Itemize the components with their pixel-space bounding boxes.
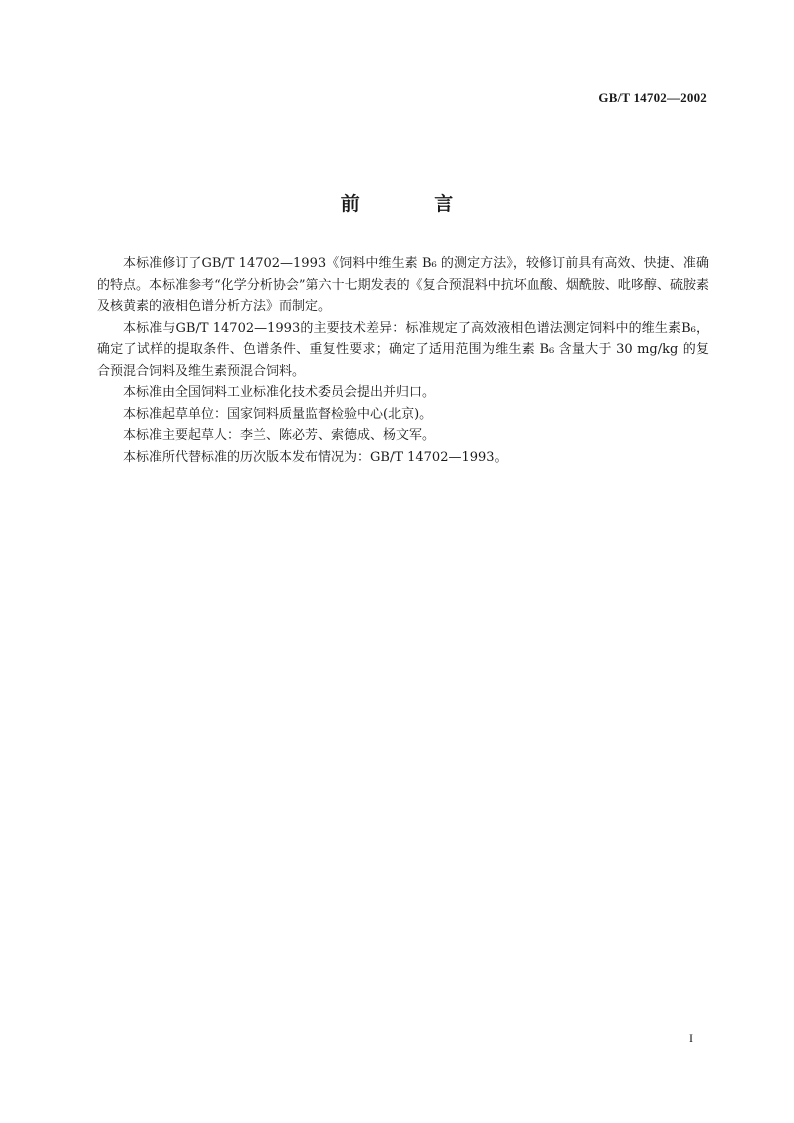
page-number: I bbox=[689, 1031, 693, 1045]
paragraph-drafting-unit: 本标准起草单位：国家饲料质量监督检验中心(北京)。 bbox=[123, 406, 433, 422]
standard-number: GB/T 14702—2002 bbox=[598, 90, 707, 105]
paragraph-differences: 本标准与GB/T 14702—1993的主要技术差异：标准规定了高效液相色谱法测定饲料中的维生素B₆，确定了试样的提取条件、色谱条件、重复性要求；确定了适用范围为维生素 B₆ 含量大于 30 mg/kg 的复合预混合饲料及维生素预混合饲料。 bbox=[97, 320, 709, 379]
paragraph-history: 本标准所代替标准的历次版本发布情况为：GB/T 14702—1993。 bbox=[123, 449, 508, 465]
paragraph-drafters: 本标准主要起草人：李兰、陈必芳、索德成、杨文军。 bbox=[123, 428, 436, 443]
page-title: 前 言 bbox=[340, 193, 488, 215]
paragraph-proposer: 本标准由全国饲料工业标准化技术委员会提出并归口。 bbox=[123, 385, 436, 400]
paragraph-revision: 本标准修订了GB/T 14702—1993《饲料中维生素 B₆ 的测定方法》，较修订前具有高效、快捷、准确的特点。本标准参考“化学分析协会”第六十七期发表的《复合预混料中抗坏血酸、烟酰胺、吡哆醇、硫胺素及核黄素的液相色谱分析方法》而制定。 bbox=[97, 256, 709, 314]
foreword-body bbox=[97, 253, 709, 468]
